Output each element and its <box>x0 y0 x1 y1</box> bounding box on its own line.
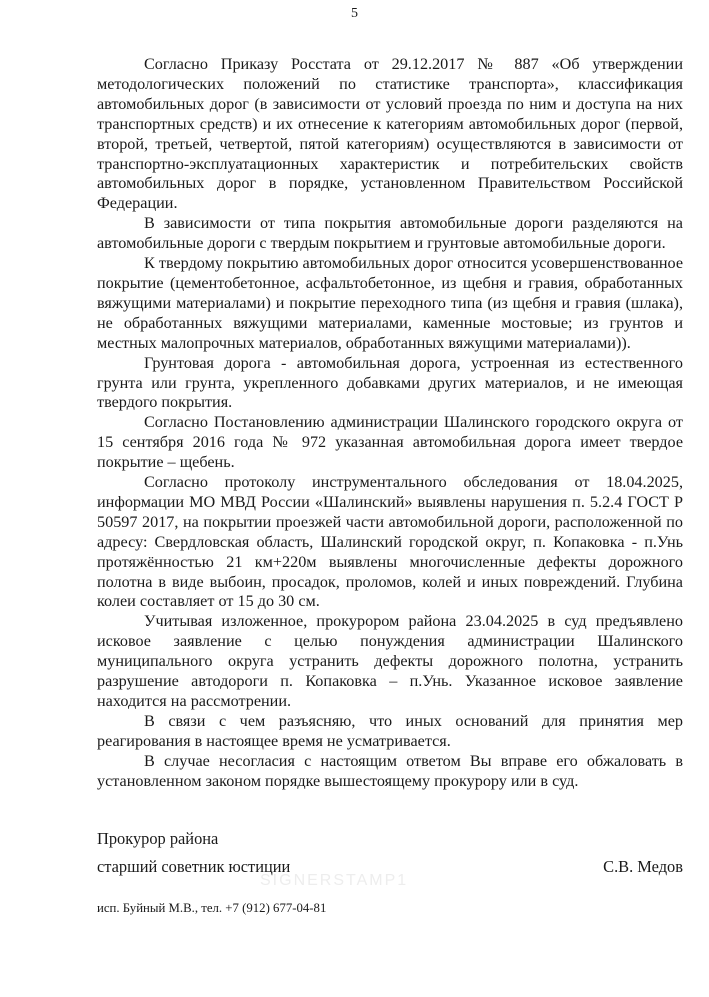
paragraph: Согласно Постановлению администрации Шалинского городского округа от 15 сентября 2016 года № 972 указанная автомобильная дорога имеет твердое покрытие – щебень. <box>97 413 683 472</box>
paragraph: К твердому покрытию автомобильных дорог относится усовершенствованное покрытие (цементобетонное, асфальтобетонное, из щебня и гравия, обработанных вяжущими материалами) и покрытие переходного типа (из щебня и гравия (шлака), не обработанных вяжущими материалами, каменные мостовые; из грунтов и местных малопрочных материалов, обработанных вяжущими материалами)). <box>97 254 683 352</box>
document-body <box>97 55 683 827</box>
paragraph: Учитывая изложенное, прокурором района 23.04.2025 в суд предъявлено исковое заявление с целью понуждения администрации Шалинского муниципального округа устранить дефекты дорожного полотна, устранить разрушение автодороги п. Копаковка – п.Унь. Указанное исковое заявление находится на рассмотрении. <box>97 612 683 710</box>
signer-stamp-watermark: SIGNERSTAMP1 <box>260 872 409 889</box>
signature-name: С.В. Медов <box>603 857 683 876</box>
paragraph: В связи с чем разъясняю, что иных оснований для принятия мер реагирования в настоящее время не усматривается. <box>97 711 683 750</box>
paragraph: Согласно Приказу Росстата от 29.12.2017 № 887 «Об утверждении методологических положений по статистике транспорта», классификация автомобильных дорог (в зависимости от условий проезда по ним и доступа на них транспортных средств) и их отнесение к категориям автомобильных дорог (первой, второй, третьей, четвертой, пятой категориям) осуществляются в зависимости от транспортно-эксплуатационных характеристик и потребительских свойств автомобильных дорог в порядке, установленном Правительством Российской Федерации. <box>97 55 683 213</box>
signature-rank: старший советник юстиции <box>97 857 291 876</box>
paragraph: В зависимости от типа покрытия автомобильные дороги разделяются на автомобильные дороги с твердым покрытием и грунтовые автомобильные дороги. <box>97 214 683 253</box>
paragraph: Согласно протоколу инструментального обследования от 18.04.2025, информации МО МВД России «Шалинский» выявлены нарушения п. 5.2.4 ГОСТ Р 50597 2017, на покрытии проезжей части автомобильной дороги, расположенной по адресу: Свердловская область, Шалинский городской округ, п. Копаковка - п.Унь протяжённостью 21 км+220м выявлены многочисленные дефекты дорожного полотна в виде выбоин, просадок, проломов, колей и иных повреждений. Глубина колеи составляет от 15 до 30 см. <box>97 473 683 611</box>
executor-contact-note: исп. Буйный М.В., тел. +7 (912) 677-04-81 <box>97 901 327 915</box>
signature-block <box>97 829 683 877</box>
paragraph: Грунтовая дорога - автомобильная дорога, устроенная из естественного грунта или грунта, укрепленного добавками других материалов, и не имеющая твердого покрытия. <box>97 353 683 412</box>
page-number: 5 <box>351 6 358 21</box>
paragraph: В случае несогласия с настоящим ответом Вы вправе его обжаловать в установленном законом порядке вышестоящему прокурору или в суд. <box>97 751 683 790</box>
signature-position-title: Прокурор района <box>97 829 219 848</box>
